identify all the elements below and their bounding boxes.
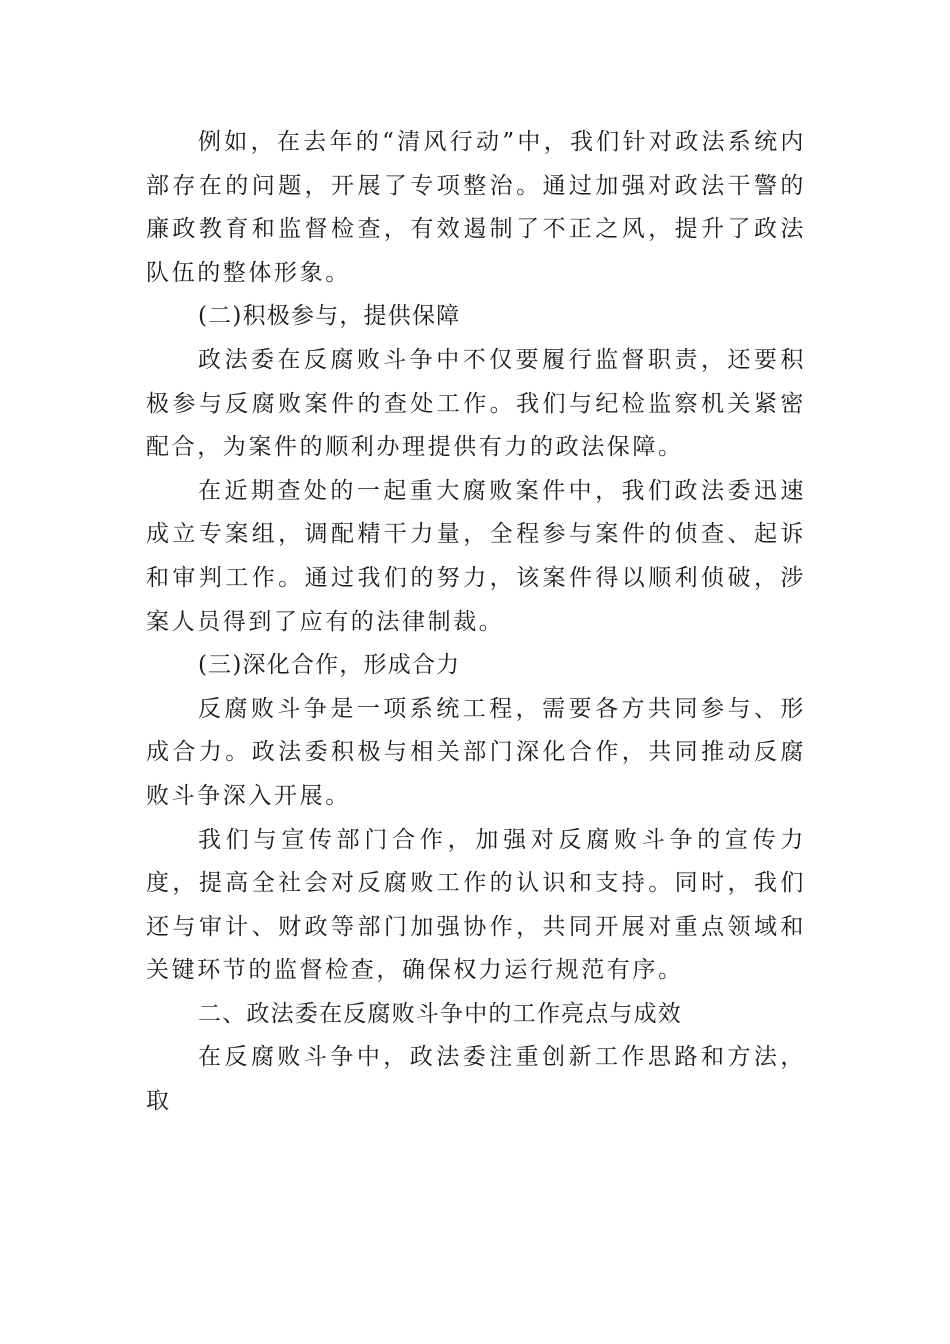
document-body <box>146 121 806 1124</box>
paragraph-departments: 我们与宣传部门合作，加强对反腐败斗争的宣传力度，提高全社会对反腐败工作的认识和支持。同时，我们还与审计、财政等部门加强协作，共同开展对重点领域和关键环节的监督检查，确保权力运行规范有序。 <box>146 826 806 984</box>
paragraph-innovation: 在反腐败斗争中，政法委注重创新工作思路和方法，取 <box>146 1044 806 1115</box>
paragraph-cooperation: 反腐败斗争是一项系统工程，需要各方共同参与、形成合力。政法委积极与相关部门深化合作，共同推动反腐败斗争深入开展。 <box>146 695 806 809</box>
section-heading-2: (二)积极参与，提供保障 <box>198 303 461 330</box>
chapter-heading-2: 二、政法委在反腐败斗争中的工作亮点与成效 <box>198 1000 682 1027</box>
paragraph-participation: 政法委在反腐败斗争中不仅要履行监督职责，还要积极参与反腐败案件的查处工作。我们与纪检监察机关紧密配合，为案件的顺利办理提供有力的政法保障。 <box>146 346 806 461</box>
paragraph-major-case: 在近期查处的一起重大腐败案件中，我们政法委迅速成立专案组，调配精干力量，全程参与案件的侦查、起诉和审判工作。通过我们的努力，该案件得以顺利侦破，涉案人员得到了应有的法律制裁。 <box>146 477 806 635</box>
paragraph-qingfeng-action: 例如，在去年的“清风行动”中，我们针对政法系统内部存在的问题，开展了专项整治。通过加强对政法干警的廉政教育和监督检查，有效遏制了不正之风，提升了政法队伍的整体形象。 <box>146 129 806 286</box>
section-heading-3: (三)深化合作，形成合力 <box>198 652 461 679</box>
